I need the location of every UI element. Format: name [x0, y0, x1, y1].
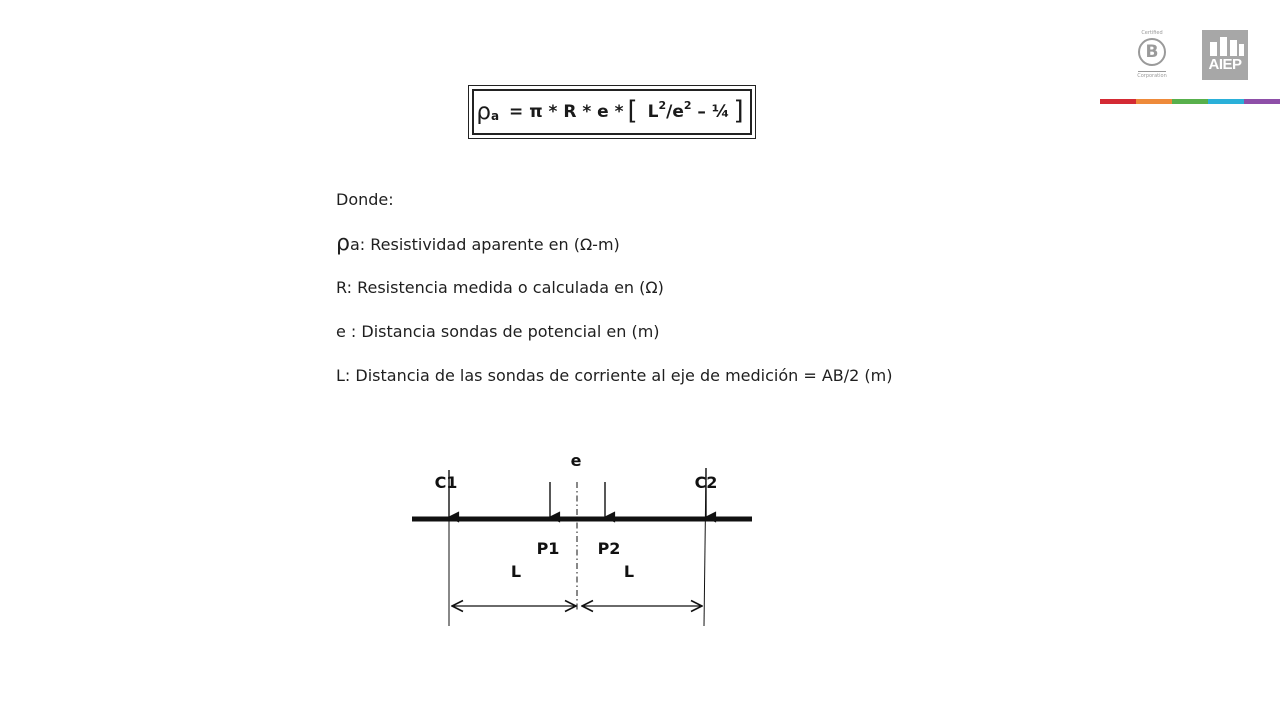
stripe-segment-red: [1100, 99, 1136, 104]
stripe-segment-purple: [1244, 99, 1280, 104]
p1-label: P1: [536, 539, 560, 558]
definition-rho-symbol: ρ: [336, 231, 350, 256]
definition-rho: [336, 230, 893, 274]
c1-label: C1: [434, 473, 458, 492]
bcorp-b-icon: [1138, 38, 1166, 66]
formula-box: [468, 85, 756, 139]
bcorp-bottom-text: Corporation: [1137, 73, 1167, 79]
formula-inner-border: [472, 89, 752, 135]
electrode-diagram: [400, 440, 780, 640]
p2-label: P2: [597, 539, 621, 558]
formula-L: L: [641, 102, 659, 122]
stripe-segment-orange: [1136, 99, 1172, 104]
left-L-label: L: [510, 562, 522, 581]
bcorp-logo: [1134, 30, 1170, 82]
formula-bracket-open: [: [627, 96, 638, 126]
definition-R: R: Resistencia medida o calculada en (Ω): [336, 278, 664, 297]
bcorp-divider: [1138, 71, 1166, 72]
definition-rho-text: a: Resistividad aparente en (Ω-m): [349, 235, 620, 254]
bcorp-letter: B: [1145, 41, 1159, 62]
formula-product: = π * R * e *: [503, 102, 624, 122]
definitions-intro: Donde:: [336, 190, 394, 209]
formula-bracket-close: ]: [733, 96, 744, 126]
aiep-wordmark: AIEP: [1208, 56, 1242, 73]
formula-L-exponent: 2: [658, 98, 667, 112]
definitions-list: [336, 186, 893, 406]
e-label: e: [570, 451, 582, 470]
formula-rho: ρ: [476, 99, 491, 125]
stripe-segment-green: [1172, 99, 1208, 104]
c2-label: C2: [694, 473, 718, 492]
formula-over-e: /e: [666, 102, 684, 122]
formula-rho-subscript: a: [491, 109, 500, 123]
formula-e-exponent: 2: [683, 98, 692, 112]
brand-color-stripe: [1100, 99, 1280, 104]
definition-e: e : Distancia sondas de potencial en (m): [336, 322, 660, 341]
aiep-logo: [1202, 30, 1248, 80]
stripe-segment-blue: [1208, 99, 1244, 104]
resistivity-formula: [476, 97, 747, 127]
bcorp-top-text: Certified: [1141, 30, 1163, 36]
formula-minus-quarter: – ¼: [691, 102, 730, 122]
definition-L: L: Distancia de las sondas de corriente al eje de medición = AB/2 (m): [336, 366, 893, 385]
right-L-label: L: [623, 562, 635, 581]
